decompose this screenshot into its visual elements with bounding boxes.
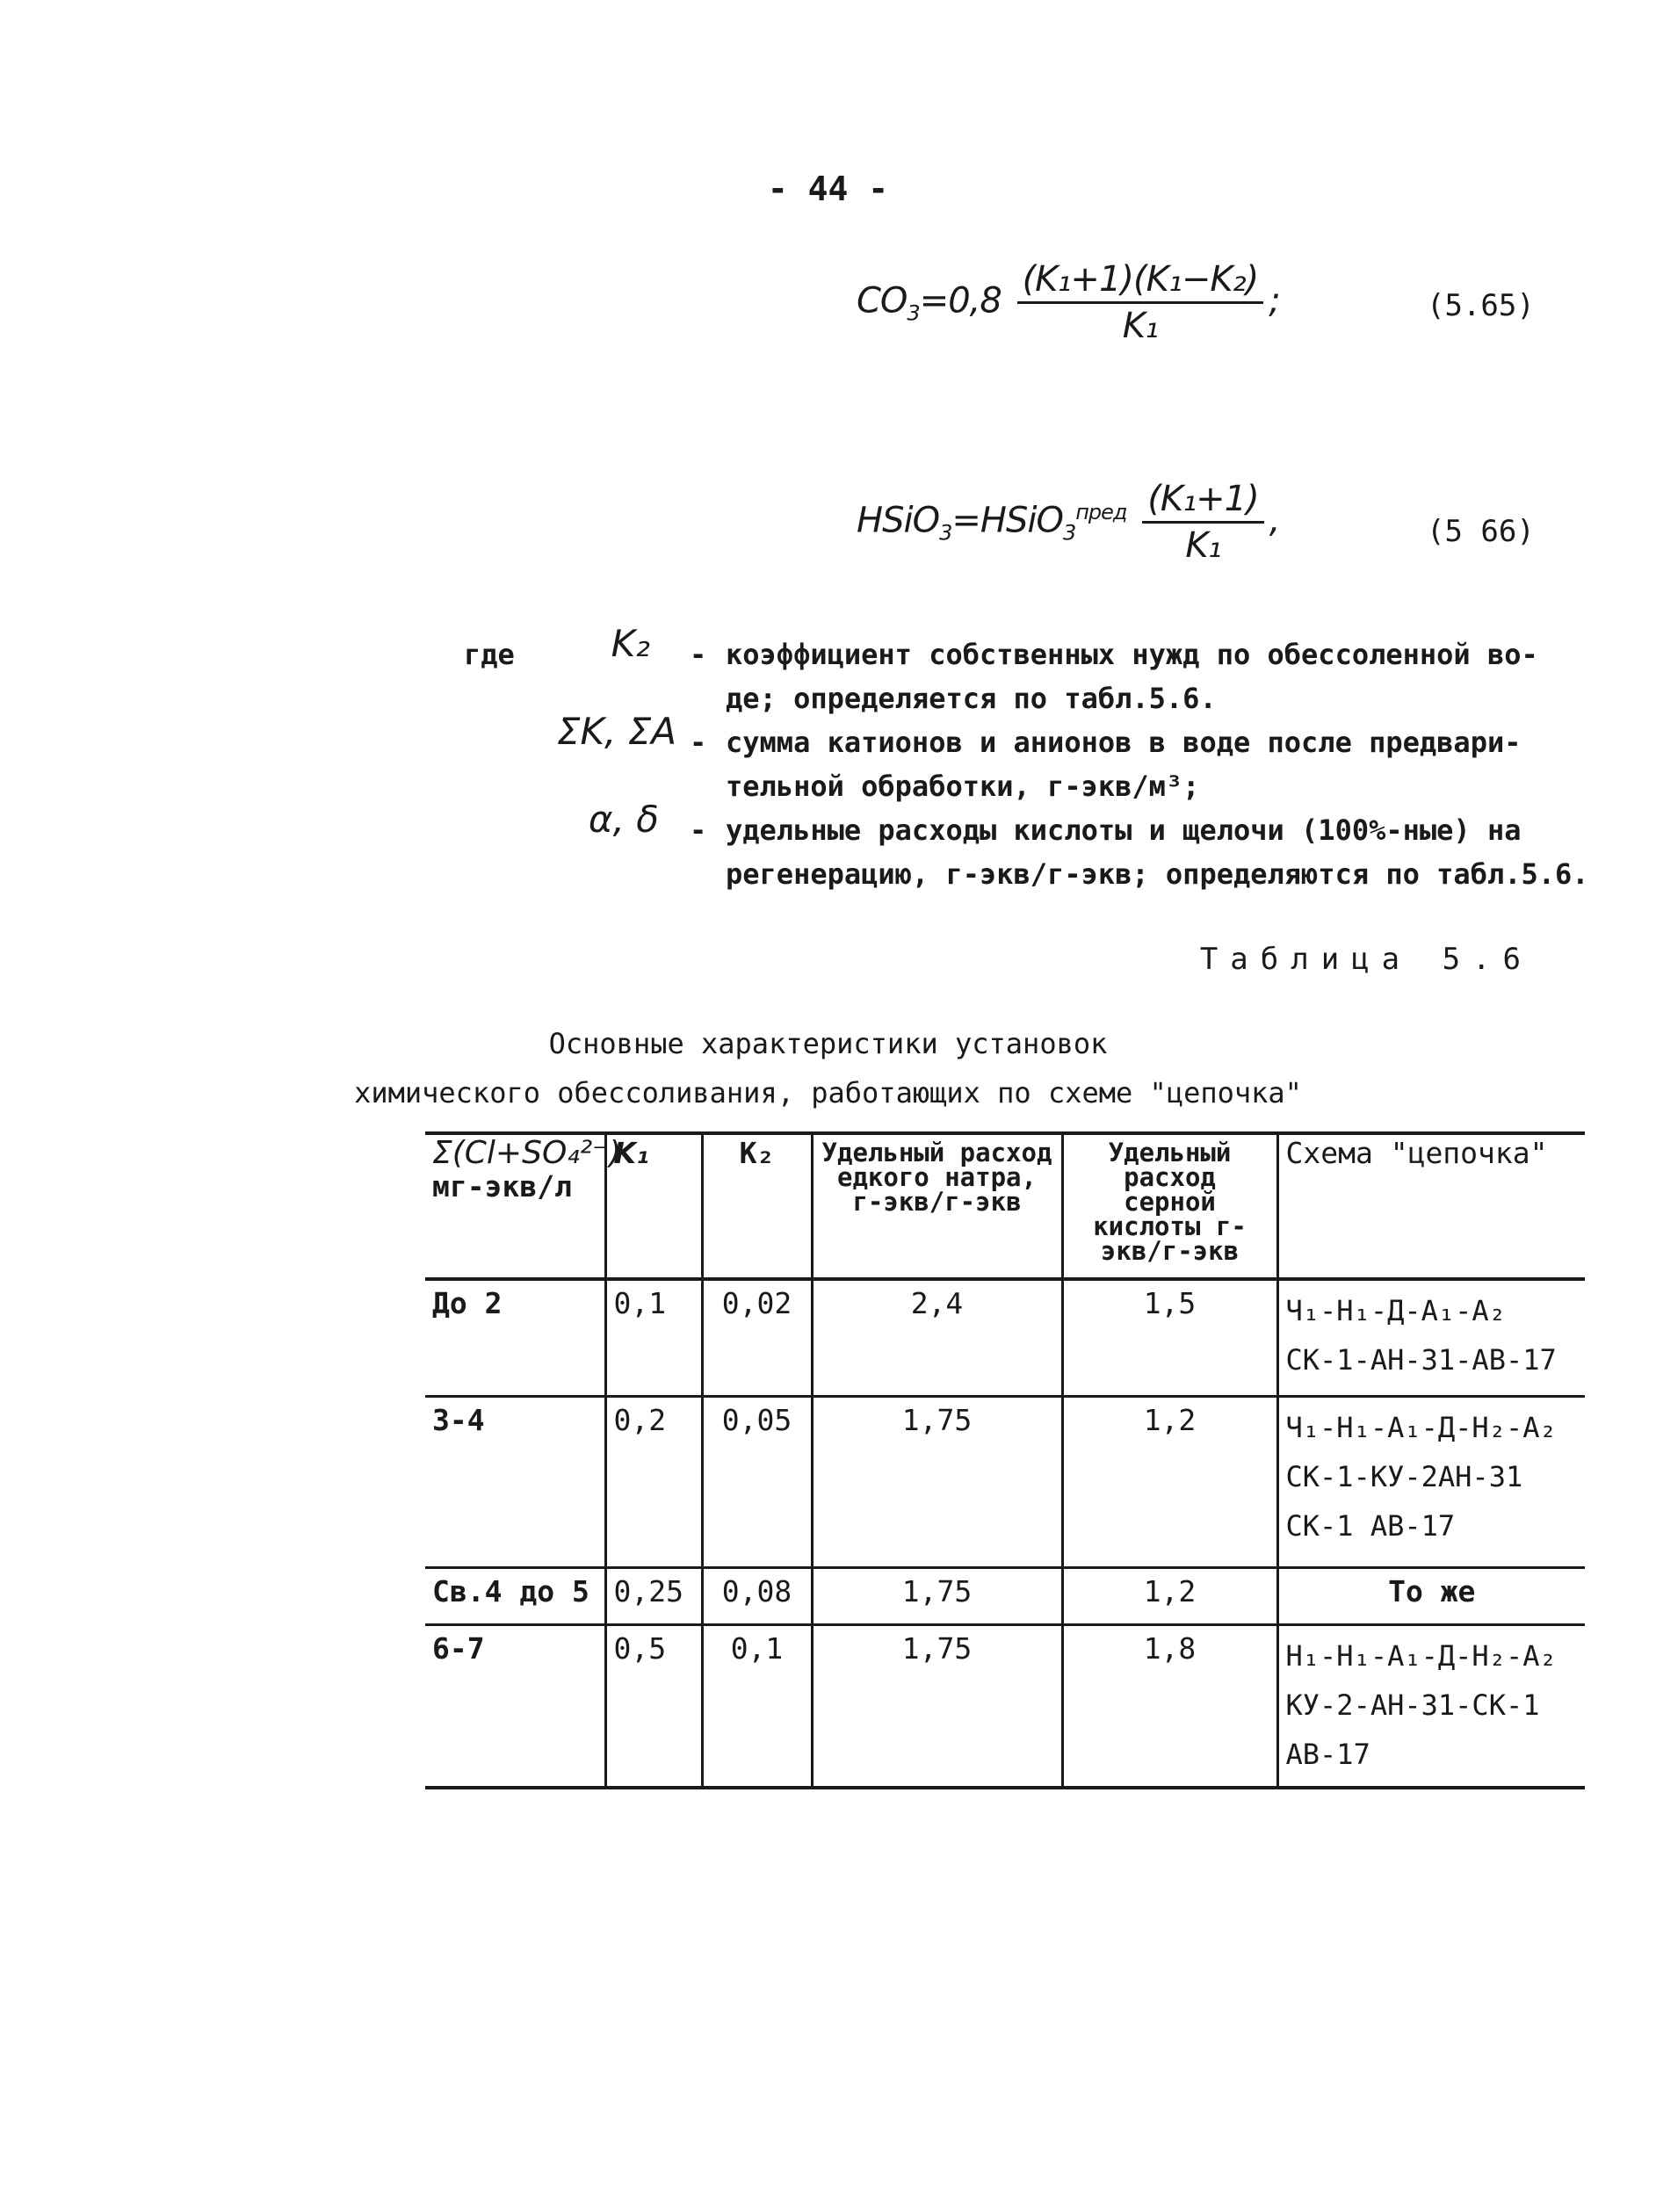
cell-k1: 0,5 <box>605 1625 702 1789</box>
formula-66-rhs-sub: 3 <box>1062 520 1076 546</box>
page-number: - 44 - <box>767 170 889 208</box>
caption-line-1: Основные характеристики установок <box>548 1027 1108 1060</box>
table-header-row <box>425 1133 1585 1279</box>
cell-scheme: Н₁-Н₁-А₁-Д-Н₂-А₂ КУ-2-АН-31-СК-1 АВ-17 <box>1277 1625 1585 1789</box>
formula-66-fraction <box>1142 479 1263 566</box>
definition-dash: - <box>690 726 707 759</box>
characteristics-table <box>425 1131 1585 1789</box>
definition-line: сумма катионов и анионов в воде после предвари- <box>726 726 1522 759</box>
cell-scheme: Ч₁-Н₁-Д-А₁-А₂ СК-1-АН-31-АВ-17 <box>1277 1279 1585 1397</box>
definition-line: де; определяется по табл.5.6. <box>726 682 1217 715</box>
definition-dash: - <box>690 813 707 847</box>
header-acid-consumption: Удельный расход серной кислоты г-экв/г-экв <box>1062 1133 1277 1279</box>
formula-66-denominator: K₁ <box>1185 525 1221 566</box>
definition-line: регенерацию, г-экв/г-экв; определяются по табл.5.6. <box>726 857 1589 891</box>
cell-k1: 0,25 <box>605 1568 702 1625</box>
cell-acid: 1,5 <box>1062 1279 1277 1397</box>
header-scheme: Схема "цепочка" <box>1277 1133 1585 1279</box>
formula-5-65 <box>857 259 1280 346</box>
formula-65-denominator: K₁ <box>1122 306 1159 346</box>
definition-line: коэффициент собственных нужд по обессоленной во- <box>726 638 1538 671</box>
cell-scheme: Ч₁-Н₁-А₁-Д-Н₂-А₂ СК-1-КУ-2АН-31 СК-1 АВ-17 <box>1277 1397 1585 1568</box>
cell-k2: 0,05 <box>702 1397 812 1568</box>
table-label: Таблица 5.6 <box>1199 942 1533 977</box>
cell-range: 6-7 <box>425 1625 605 1789</box>
header-sum-ions <box>425 1133 622 1279</box>
formula-66-numerator: (K₁+1) <box>1142 479 1263 524</box>
formula-66-rhs-sup: пред <box>1075 500 1127 525</box>
formula-66-lhs: HSiO <box>857 500 940 541</box>
definition-symbol-alpha-delta: α, δ <box>588 798 659 841</box>
table-row <box>425 1568 1585 1625</box>
definition-symbol-k2: K₂ <box>611 622 650 665</box>
cell-k2: 0,08 <box>702 1568 812 1625</box>
definition-dash: - <box>690 638 707 671</box>
formula-66-lhs-sub: 3 <box>939 520 952 546</box>
cell-range: 3-4 <box>425 1397 605 1568</box>
table-row <box>425 1279 1585 1397</box>
where-label: где <box>464 638 515 671</box>
formula-65-coef: =0,8 <box>919 280 1002 322</box>
cell-k1: 0,2 <box>605 1397 702 1568</box>
cell-k1: 0,1 <box>605 1279 702 1397</box>
cell-acid: 1,2 <box>1062 1397 1277 1568</box>
definition-line: удельные расходы кислоты и щелочи (100%-ные) на <box>726 813 1522 847</box>
definition-symbol-sums: ΣK, ΣA <box>556 710 676 753</box>
header-k1: K₁ <box>605 1133 702 1279</box>
equation-number-5-65: (5.65) <box>1427 288 1535 323</box>
formula-65-lhs-sub: 3 <box>907 300 920 326</box>
cell-naoh: 2,4 <box>812 1279 1062 1397</box>
table-row <box>425 1397 1585 1568</box>
cell-scheme: То же <box>1277 1568 1585 1625</box>
header-sum-unit: мг-экв/л <box>432 1169 572 1204</box>
formula-5-66 <box>857 479 1279 566</box>
cell-range: До 2 <box>425 1279 605 1397</box>
cell-k2: 0,1 <box>702 1625 812 1789</box>
cell-naoh: 1,75 <box>812 1568 1062 1625</box>
definition-line: тельной обработки, г-экв/м³; <box>726 770 1200 803</box>
header-naoh-consumption: Удельный расход едкого натра, г-экв/г-экв <box>812 1133 1062 1279</box>
cell-naoh: 1,75 <box>812 1625 1062 1789</box>
header-k2: K₂ <box>702 1133 812 1279</box>
cell-range: Св.4 до 5 <box>425 1568 605 1625</box>
cell-acid: 1,8 <box>1062 1625 1277 1789</box>
formula-66-eq: =HSiO <box>951 500 1063 541</box>
formula-65-fraction <box>1017 259 1264 346</box>
caption-line-2: химического обессоливания, работающих по схеме "цепочка" <box>354 1076 1302 1110</box>
cell-acid: 1,2 <box>1062 1568 1277 1625</box>
formula-65-lhs: CO <box>857 280 908 322</box>
equation-number-5-66: (5 66) <box>1427 514 1535 549</box>
cell-naoh: 1,75 <box>812 1397 1062 1568</box>
table-row <box>425 1625 1585 1789</box>
cell-k2: 0,02 <box>702 1279 812 1397</box>
header-sum-formula: Σ(Cl+SO₄²⁻) <box>432 1135 622 1171</box>
formula-65-tail: ; <box>1269 280 1280 322</box>
formula-65-numerator: (K₁+1)(K₁−K₂) <box>1017 259 1264 304</box>
table-caption <box>0 1019 1656 1117</box>
formula-66-tail: , <box>1269 500 1280 541</box>
